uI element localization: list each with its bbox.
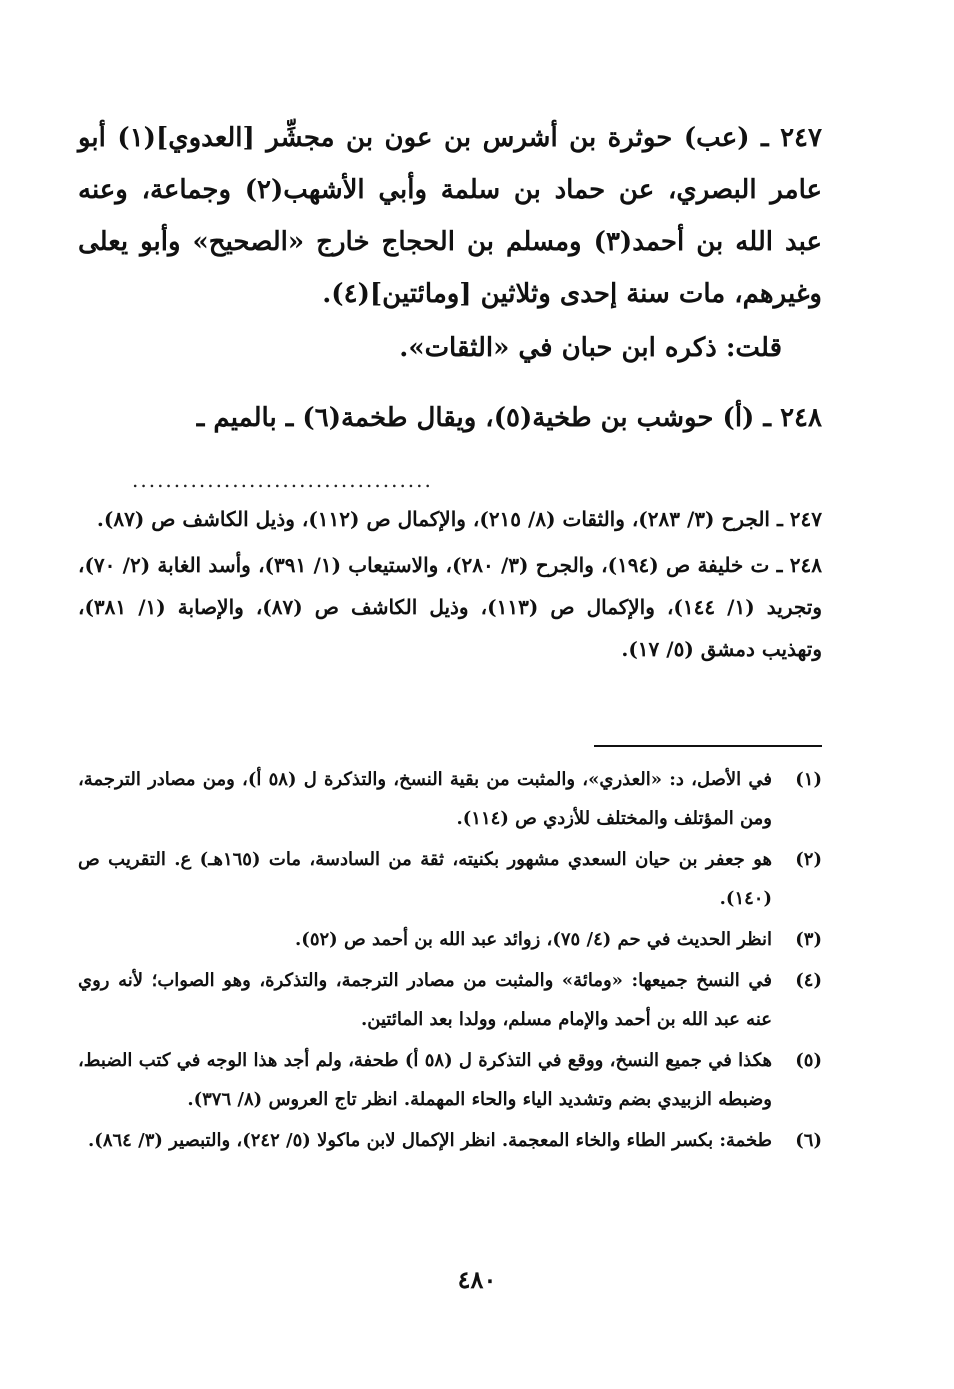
footnote [78,920,822,959]
page-number: ٤٨٠ [457,1265,497,1294]
footnote-number: (٢) [795,849,822,870]
entry-248: ٢٤٨ ـ (أ) حوشب بن طخية(٥)، ويقال طخمة(٦) ـ بالميم ـ [196,403,822,433]
footnote-number: (٦) [795,1130,822,1151]
footnote-text: هو جعفر بن حيان السعدي مشهور بكنيته، ثقة من السادسة، مات (١٦٥هـ) ع. التقريب ص (١٤٠). [78,849,772,909]
footnote-text: انظر الحديث في حم (٤/ ٧٥)، زوائد عبد الله بن أحمد ص (٥٢). [295,929,772,950]
footnote [78,760,822,838]
footnote-number: (٤) [795,970,822,991]
footnote [78,961,822,1039]
author-comment: قلت: ذكره ابن حبان في «الثقات». [399,333,782,363]
footnote-divider [594,745,822,747]
footnote-text: في الأصل، د: «العذري»، والمثبت من بقية النسخ، والتذكرة ل (٥٨ أ)، ومن مصادر الترجمة، ومن المؤتلف والمختلف للأزدي ص (١١٤). [78,769,772,829]
main-text [78,112,822,444]
entry-247: ٢٤٧ ـ (عب) حوثرة بن أشرس بن عون بن مجشِّر [العدوي](١) أبو عامر البصري، عن حماد بن سلمة وأبي الأشهب(٢) وجماعة، وعنه عبد الله بن أحمد(٣) ومسلم بن الحجاج خارج «الصحيح» وأبو يعلى وغيرهم، مات سنة إحدى وثلاثين [ومائتين](٤). [78,123,823,309]
footnote-text: في النسخ جميعها: «ومائة» والمثبت من مصادر الترجمة، والتذكرة، وهو الصواب؛ لأنه روي عنه عبد الله بن أحمد والإمام مسلم، وولدا بعد المائتين. [78,970,772,1030]
footnote-text: هكذا في جميع النسخ، ووقع في التذكرة ل (٥٨ أ) طحفة، ولم أجد هذا الوجه في كتب الضبط، وضبطه الزبيدي بضم وتشديد الياء والحاء المهملة. انظر تاج العروس (٨/ ٣٧٦). [78,1050,773,1110]
footnote [78,1041,822,1119]
footnote [78,1121,822,1160]
footnote-number: (٥) [795,1050,822,1071]
source-248: ٢٤٨ ـ ت خليفة ص (١٩٤)، والجرح (٣/ ٢٨٠)، والاستيعاب (١/ ٣٩١)، وأسد الغابة (٢/ ٧٠)، وتجريد (١/ ١٤٤)، والإكمال ص (١١٣)، وذيل الكاشف ص (٨٧)، والإصابة (١/ ٣٨١)، وتهذيب دمشق (٥/ ١٧). [78,553,822,661]
sources-section [78,498,822,674]
footnote-number: (٣) [795,929,822,950]
footnote-text: طخمة: بكسر الطاء والخاء المعجمة. انظر الإكمال لابن ماكولا (٥/ ٢٤٢)، والتبصير (٣/ ٨٦٤). [88,1130,772,1151]
dotted-separator: .................................... [132,468,433,492]
footnotes [78,760,822,1162]
footnote [78,840,822,918]
source-247: ٢٤٧ ـ الجرح (٣/ ٢٨٣)، والثقات (٨/ ٢١٥)، والإكمال ص (١١٢)، وذيل الكاشف ص (٨٧). [96,507,822,531]
footnote-number: (١) [795,769,822,790]
